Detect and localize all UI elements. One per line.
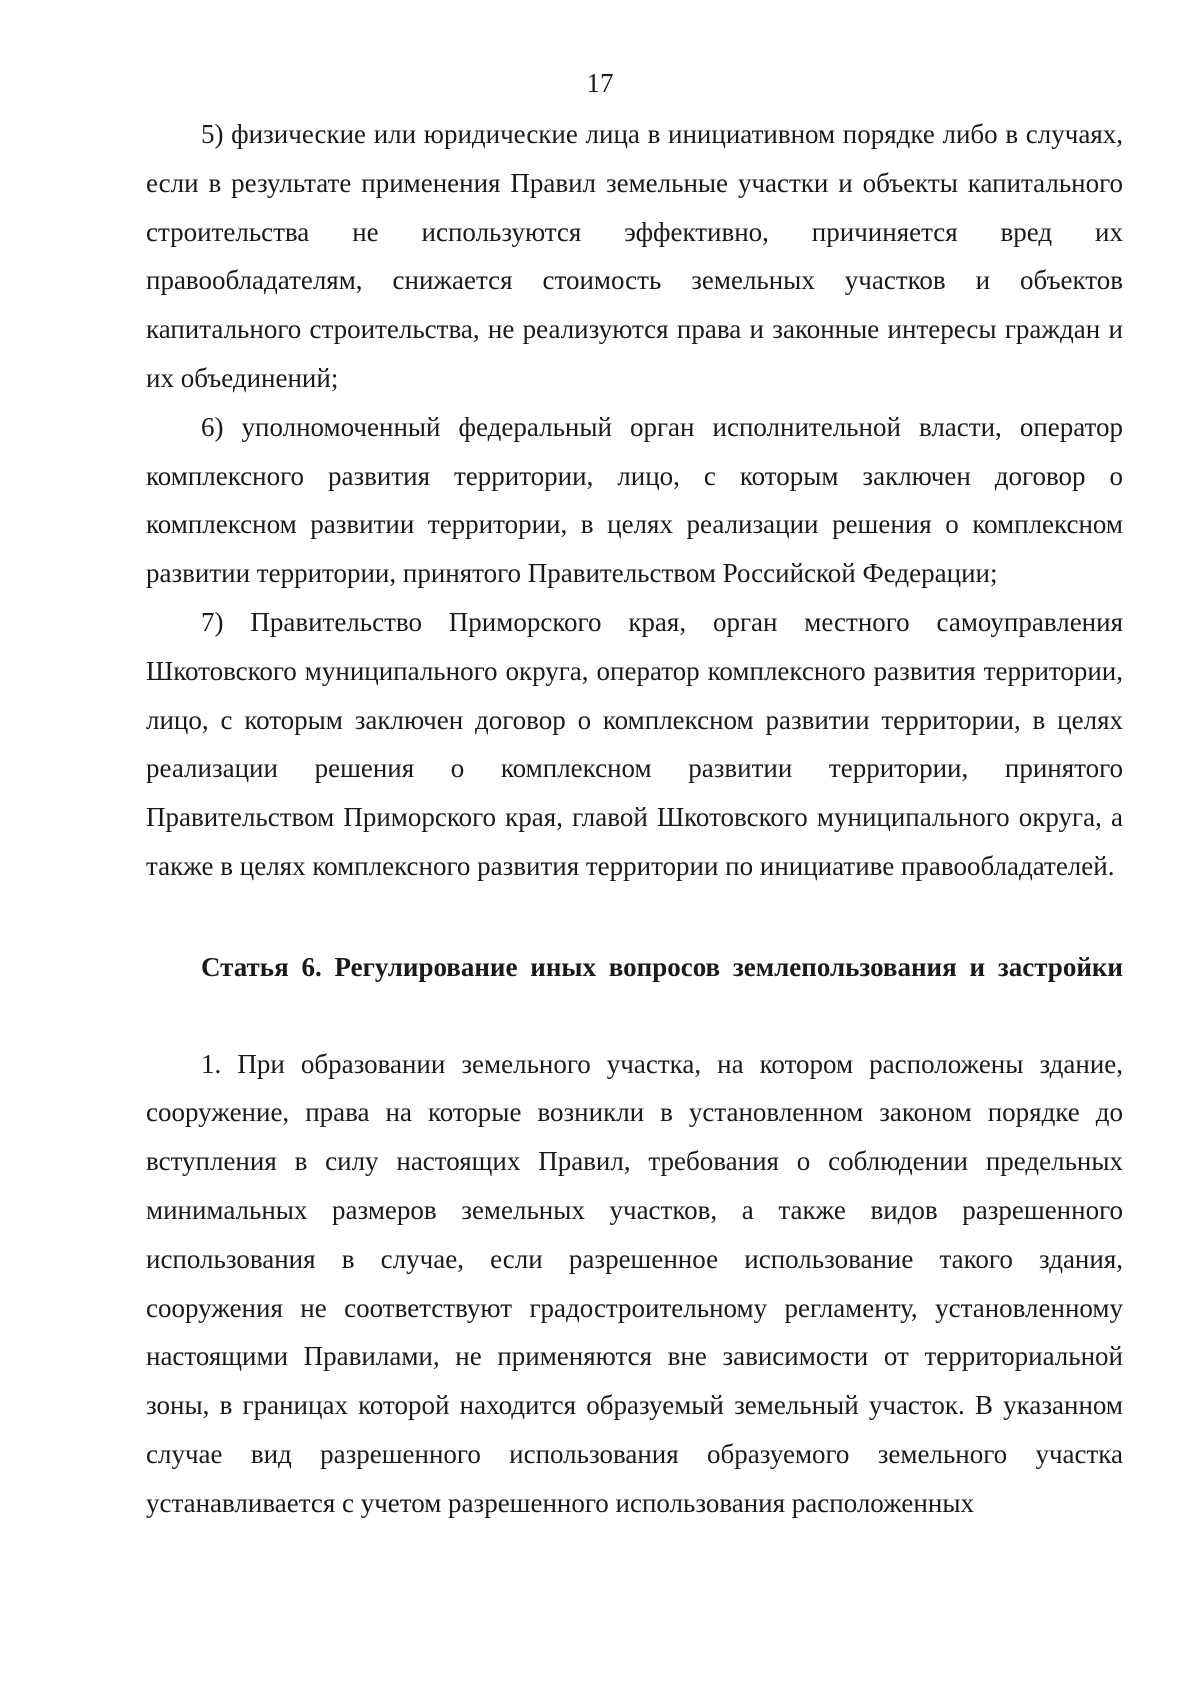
article-paragraph-1: 1. При образовании земельного участка, на котором расположены здание, сооружение, права на которые возникли в установленном законом порядке до вступления в силу настоящих Правил, требования о соблюдении предельных минимальных размеров земельных участков, а также видов разрешенного использования в случае, если разрешенное использование такого здания, сооружения не соответствуют градостроительному регламенту, установленному настоящими Правилами, не применяются вне зависимости от территориальной зоны, в границах которой находится образуемый земельный участок. В указанном случае вид разрешенного использования образуемого земельного участка устанавливается с учетом разрешенного использования расположенных: [146, 1048, 1123, 1518]
page-number: 17: [586, 68, 614, 98]
list-item-7: 7) Правительство Приморского края, орган местного самоуправления Шкотовского муниципального округа, оператор комплексного развития территории, лицо, с которым заключен договор о комплексном развитии территории, в целях реализации решения о комплексном развитии территории, принятого Правительством Приморского края, главой Шкотовского муниципального округа, а также в целях комплексного развития территории по инициативе правообладателей.: [146, 606, 1123, 881]
list-item-5: 5) физические или юридические лица в инициативном порядке либо в случаях, если в результате применения Правил земельные участки и объекты капитального строительства не используются эффективно, причиняется вред их правообладателям, снижается стоимость земельных участков и объектов капитального строительства, не реализуются права и законные интересы граждан и их объединений;: [146, 119, 1123, 393]
list-item-6: 6) уполномоченный федеральный орган исполнительной власти, оператор комплексного развития территории, лицо, с которым заключен договор о комплексном развитии территории, в целях реализации решения о комплексном развитии территории, принятого Правительством Российской Федерации;: [146, 411, 1123, 589]
document-body: [146, 110, 1123, 1528]
article-heading: Статья 6. Регулирование иных вопросов землепользования и застройки: [201, 951, 1123, 982]
